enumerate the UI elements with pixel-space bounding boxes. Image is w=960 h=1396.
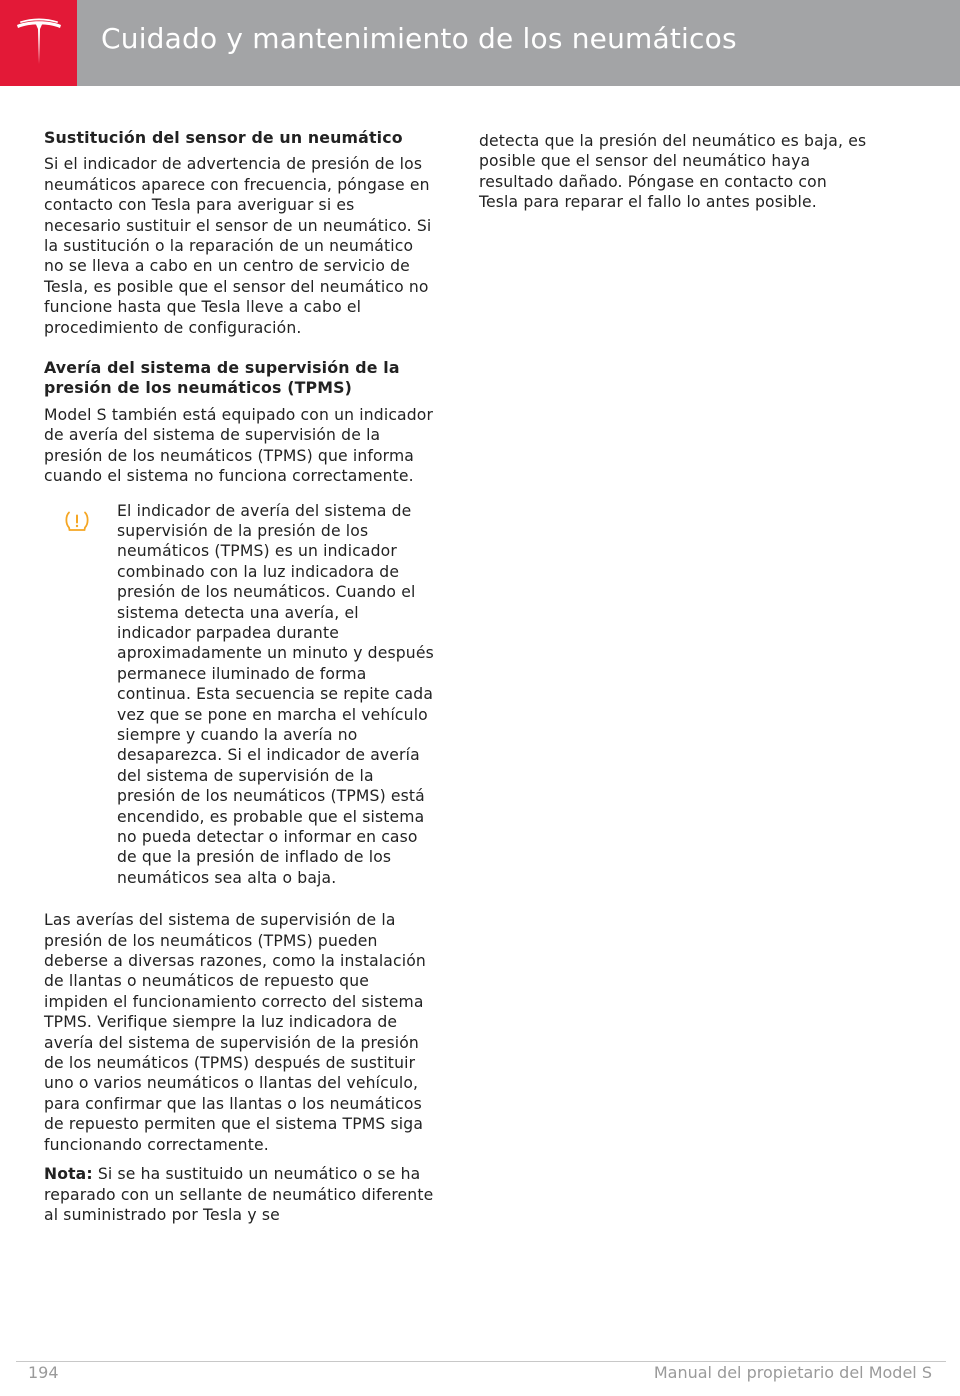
note-label: Nota: [44, 1165, 93, 1184]
tpms-warning-callout [44, 501, 436, 889]
right-column [479, 131, 871, 222]
page-header [0, 0, 960, 86]
section-heading-sensor-replacement: Sustitución del sensor de un neumático [44, 128, 403, 147]
paragraph-tpms-causes: Las averías del sistema de supervisión de la presión de los neumáticos (TPMS) pueden deberse a diversas razones, como la instalación de llantas o neumáticos de repuesto que impiden el funcionamiento correcto del sistema TPMS. Verifique siempre la luz indicadora de avería del sistema de supervisión de la presión de los neumáticos (TPMS) después de sustituir uno o varios neumáticos o llantas del vehículo, para confirmar que las llantas o los neumáticos de repuesto permiten que el sistema TPMS siga funcionando correctamente. [44, 911, 426, 1154]
paragraph-sensor-replacement: Si el indicador de advertencia de presión de los neumáticos aparece con frecuencia, póngase en contacto con Tesla para averiguar si es necesario sustituir el sensor de un neumático. Si la sustitución o la reparación de un neumático no se lleva a cabo en un centro de servicio de Tesla, es posible que el sensor del neumático no funcione hasta que Tesla lleve a cabo el procedimiento de configuración. [44, 155, 432, 337]
section-heading-tpms-fault: Avería del sistema de supervisión de la presión de los neumáticos (TPMS) [44, 358, 400, 398]
paragraph-tpms-intro: Model S también está equipado con un indicador de avería del sistema de supervisión de la presión de los neumáticos (TPMS) que informa cuando el sistema no funciona correctamente. [44, 405, 434, 486]
paragraph-continuation: detecta que la presión del neumático es baja, es posible que el sensor del neumático haya resultado dañado. Póngase en contacto con Tesla para reparar el fallo lo antes posible. [479, 132, 867, 212]
tpms-warning-icon [64, 510, 90, 532]
tesla-logo-box [0, 0, 77, 86]
note-paragraph [44, 1164, 436, 1225]
note-text: Si se ha sustituido un neumático o se ha reparado con un sellante de neumático diferente al suministrado por Tesla y se [44, 1165, 434, 1224]
page-title: Cuidado y mantenimiento de los neumáticos [101, 22, 737, 55]
page-number: 194 [28, 1363, 59, 1382]
footer-divider [16, 1361, 946, 1362]
tesla-logo-icon [14, 18, 64, 68]
manual-title: Manual del propietario del Model S [653, 1363, 932, 1382]
warning-text: El indicador de avería del sistema de supervisión de la presión de los neumáticos (TPMS) es un indicador combinado con la luz indicadora de presión de los neumáticos. Cuando el sistema detecta una avería, el indicador parpadea durante aproximadamente un minuto y después permanece iluminado de forma continua. Esta secuencia se repite cada vez que se pone en marcha el vehículo siempre y cuando la avería no desaparezca. Si el indicador de avería del sistema de supervisión de la presión de los neumáticos (TPMS) está encendido, es probable que el sistema no pueda detectar o informar en caso de que la presión de inflado de los neumáticos sea alta o baja. [117, 501, 434, 887]
left-column [44, 128, 436, 1234]
